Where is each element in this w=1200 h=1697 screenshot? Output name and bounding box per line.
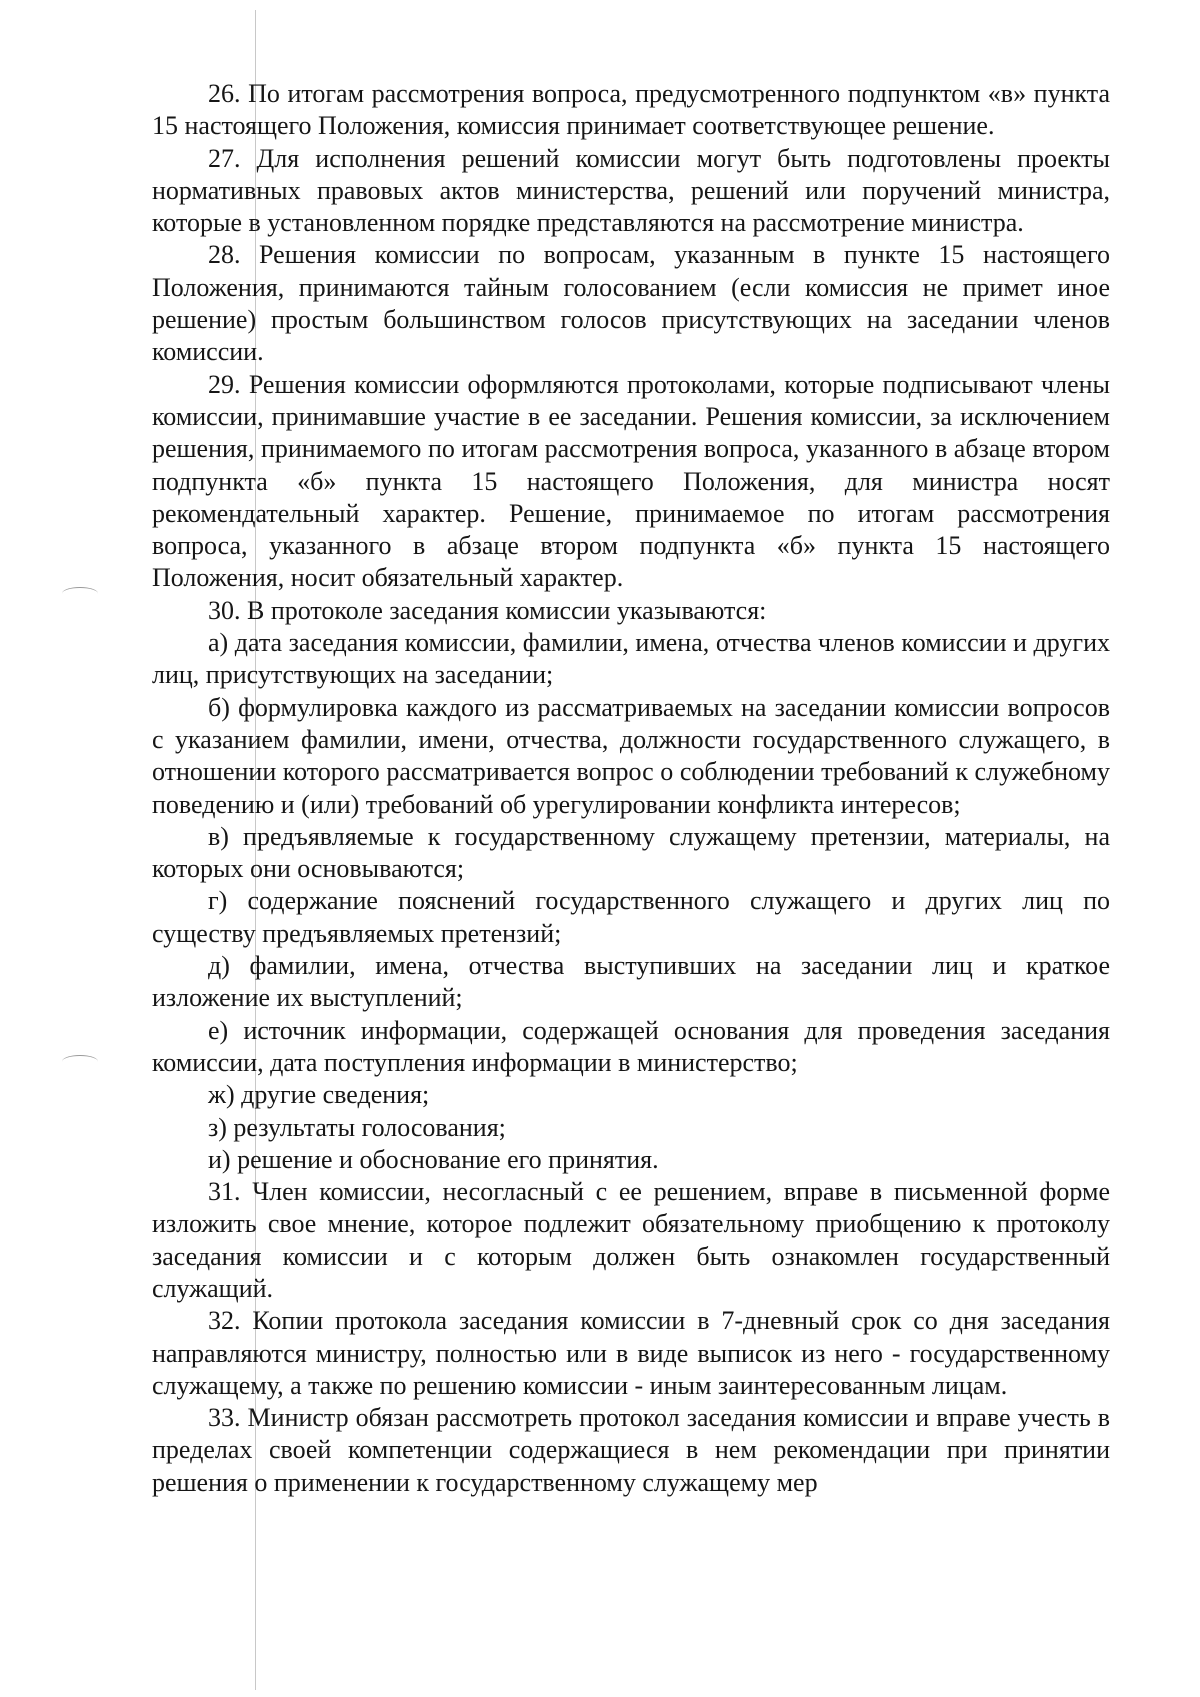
list-item-d: д) фамилии, имена, отчества выступивших на заседании лиц и краткое изложение их выступлений; [152, 951, 1110, 1013]
document-body [152, 78, 1110, 1499]
punch-hole-mark [62, 1055, 98, 1068]
list-item-v: в) предъявляемые к государственному служащему претензии, материалы, на которых они основываются; [152, 821, 1110, 884]
paragraph-27: 27. Для исполнения решений комиссии могут быть подготовлены проекты нормативных правовых актов министерства, решений или поручений министра, которые в установленном порядке представляются на рассмотрение министра. [152, 143, 1110, 238]
paragraph-33: 33. Министр обязан рассмотреть протокол заседания комиссии и вправе учесть в пределах своей компетенции содержащиеся в нем рекомендации при принятии решения о применении к государственному служащему мер [152, 1403, 1110, 1497]
punch-hole-mark [62, 587, 98, 600]
list-item-zh: ж) другие сведения; [208, 1080, 430, 1110]
paragraph-26: 26. По итогам рассмотрения вопроса, предусмотренного подпунктом «в» пункта 15 настоящего Положения, комиссия принимает соответствующее решение. [152, 79, 1110, 141]
list-item-z: з) результаты голосования; [208, 1112, 506, 1142]
paragraph-28: 28. Решения комиссии по вопросам, указанным в пункте 15 настоящего Положения, принимаются тайным голосованием (если комиссия не примет иное решение) простым большинством голосов присутствующих на заседании членов комиссии. [152, 240, 1110, 367]
list-item-a: а) дата заседания комиссии, фамилии, имена, отчества членов комиссии и других лиц, присутствующих на заседании; [152, 628, 1110, 690]
paragraph-30: 30. В протоколе заседания комиссии указываются: [208, 595, 767, 625]
paragraph-32: 32. Копии протокола заседания комиссии в 7-дневный срок со дня заседания направляются министру, полностью или в виде выписок из него - государственному служащему, а также по решению комиссии - иным заинтересованным лицам. [152, 1306, 1110, 1400]
list-item-g: г) содержание пояснений государственного служащего и других лиц по существу предъявляемых претензий; [152, 886, 1110, 948]
list-item-e: е) источник информации, содержащей основания для проведения заседания комиссии, дата поступления информации в министерство; [152, 1015, 1110, 1077]
list-item-i: и) решение и обоснование его принятия. [208, 1144, 659, 1174]
list-item-b: б) формулировка каждого из рассматриваемых на заседании комиссии вопросов с указанием фамилии, имени, отчества, должности государственного служащего, в отношении которого рассматривается вопрос о соблюдении требований к служебному поведению и (или) требований об урегулировании конфликта интересов; [152, 692, 1110, 819]
paragraph-29: 29. Решения комиссии оформляются протоколами, которые подписывают члены комиссии, принимавшие участие в ее заседании. Решения комиссии, за исключением решения, принимаемого по итогам рассмотрения вопроса, указанного в абзаце втором подпункта «б» пункта 15 настоящего Положения, для министра носят рекомендательный характер. Решение, принимаемое по итогам рассмотрения вопроса, указанного в абзаце втором подпункта «б» пункта 15 настоящего Положения, носит обязательный характер. [152, 369, 1110, 593]
paragraph-31: 31. Член комиссии, несогласный с ее решением, вправе в письменной форме изложить свое мнение, которое подлежит обязательному приобщению к протоколу заседания комиссии и с которым должен быть ознакомлен государственный служащий. [152, 1177, 1110, 1303]
